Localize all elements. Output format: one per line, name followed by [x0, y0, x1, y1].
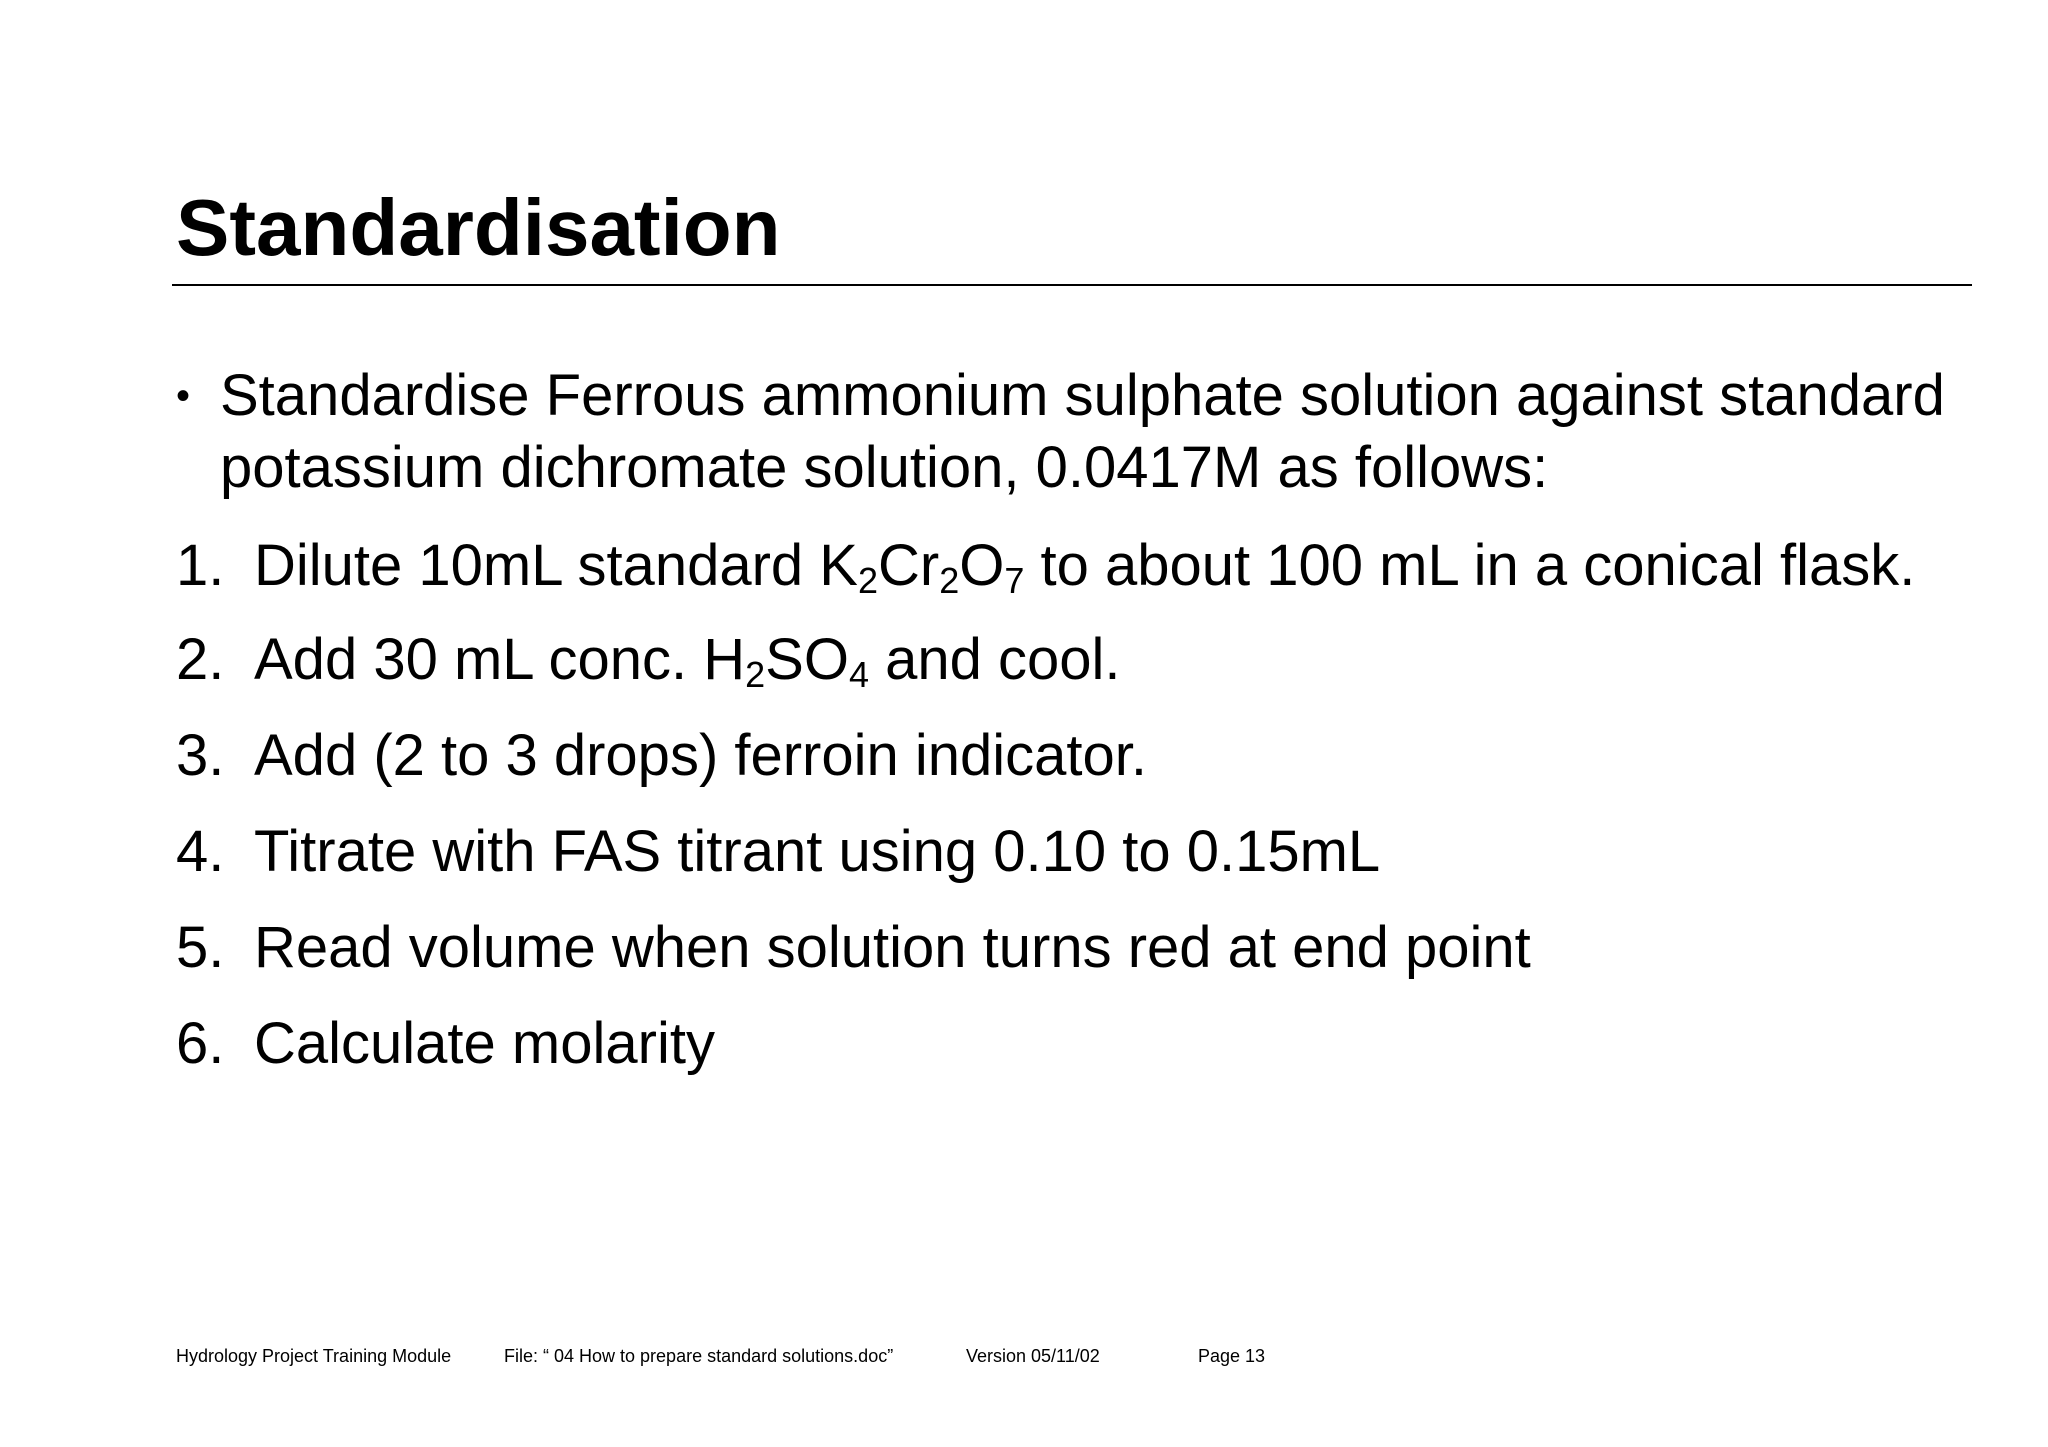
footer-version: Version 05/11/02	[966, 1346, 1100, 1366]
step-number: 3.	[176, 723, 225, 788]
intro-bullet	[176, 360, 1976, 504]
step-text: Read volume when solution turns red at end point	[254, 915, 1531, 980]
step-number: 1.	[176, 533, 225, 598]
step-text: Calculate molarity	[254, 1011, 715, 1076]
bullet-dot-icon: •	[176, 374, 191, 418]
footer-page: Page 13	[1198, 1346, 1266, 1366]
step-text: Dilute 10mL standard $K_2Cr_2O_7$ to about 100 mL in a conical flask.	[254, 533, 1916, 601]
step-number: 2.	[176, 627, 225, 692]
step-4	[176, 816, 1976, 888]
step-6	[176, 1008, 1976, 1080]
step-text: Add (2 to 3 drops) ferroin indicator.	[254, 723, 1148, 788]
step-2	[176, 624, 1976, 696]
step-3	[176, 720, 1976, 792]
intro-bullet-text: Standardise Ferrous ammonium sulphate solution against standard potassium dichromate solution, 0.0417M as follows:	[220, 363, 1945, 500]
step-number: 5.	[176, 915, 225, 980]
footer-file: File: “ 04 How to prepare standard solutions.doc”	[504, 1346, 894, 1366]
step-number: 6.	[176, 1011, 225, 1076]
step-1	[176, 530, 1976, 602]
step-5	[176, 912, 1976, 984]
footer-module: Hydrology Project Training Module	[176, 1346, 452, 1366]
step-text: Titrate with FAS titrant using 0.10 to 0.15mL	[254, 819, 1381, 884]
step-number: 4.	[176, 819, 225, 884]
slide-content	[176, 360, 1976, 1080]
step-text: Add 30 mL conc. $H_2SO_4$ and cool.	[254, 627, 1121, 695]
page-title: Standardisation	[176, 183, 781, 272]
title-underline	[172, 284, 1972, 286]
